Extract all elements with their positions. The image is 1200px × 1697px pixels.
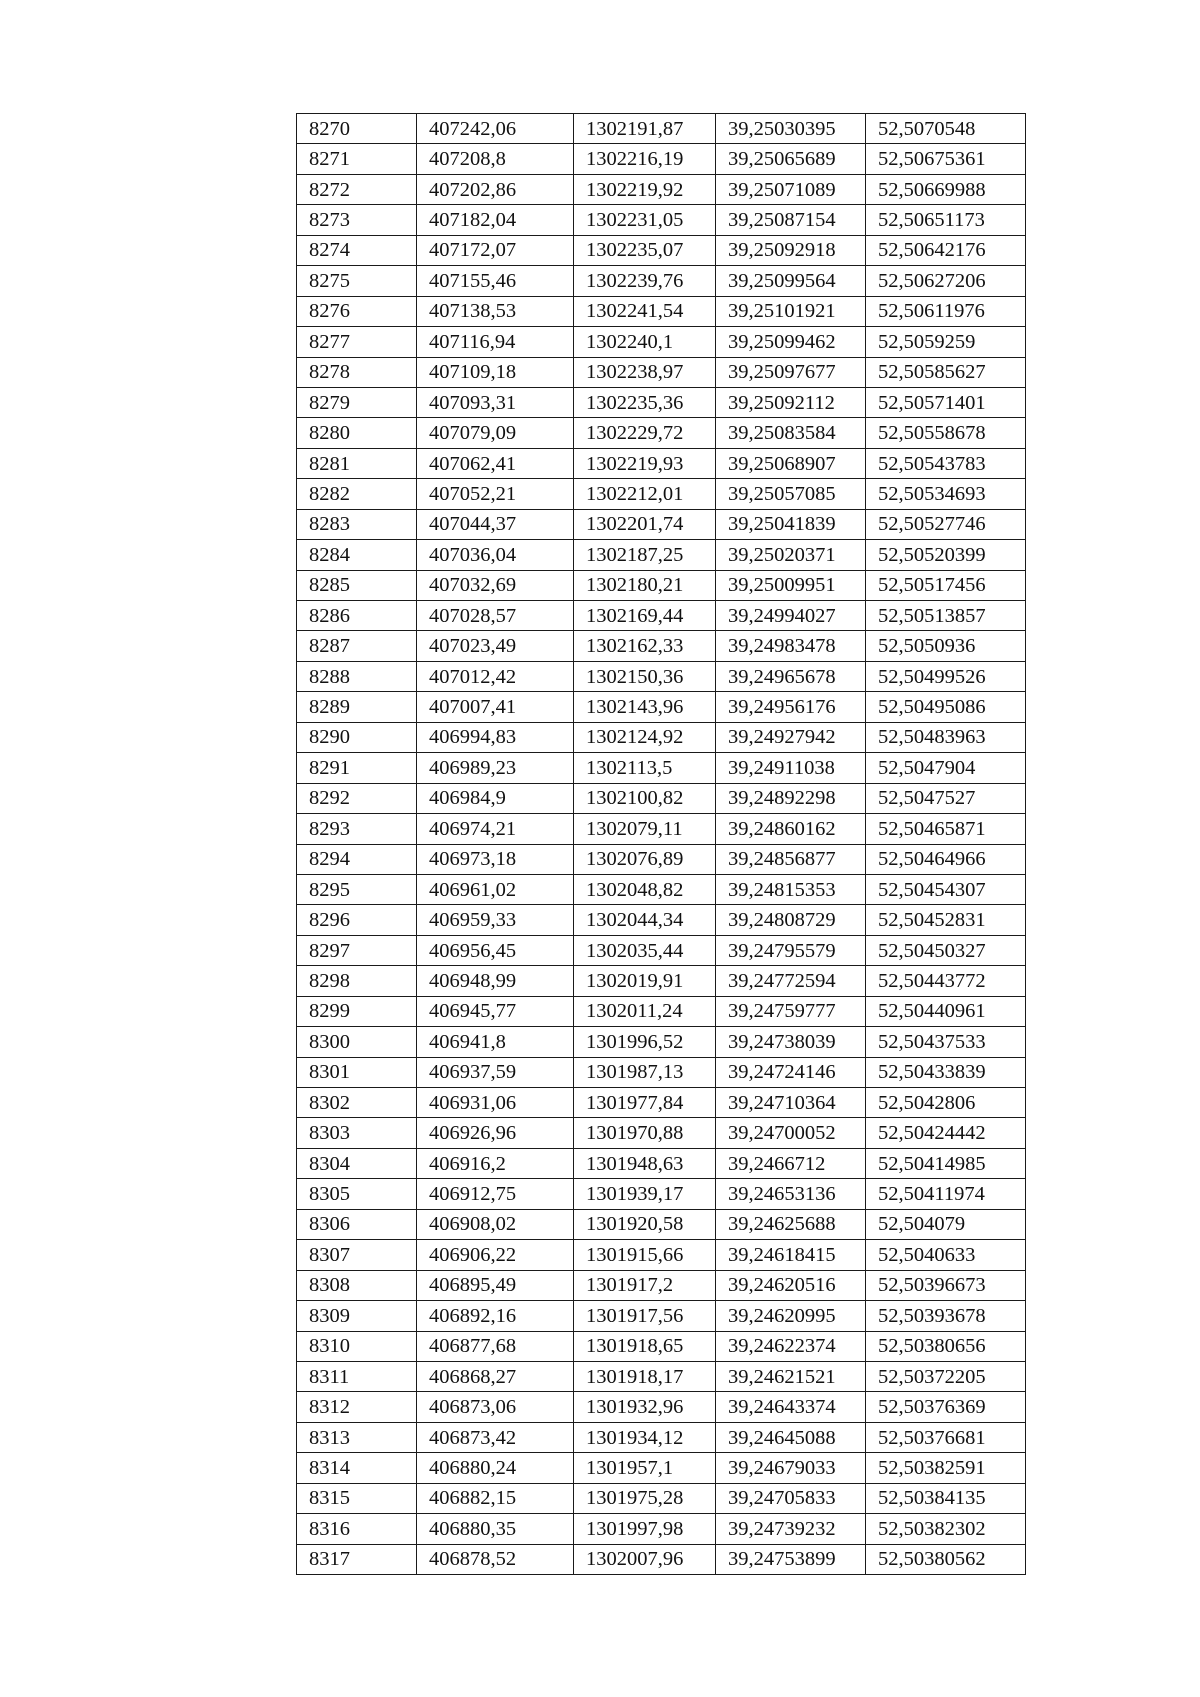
latitude-cell: 52,50396673 — [866, 1270, 1026, 1300]
longitude-cell: 39,24621521 — [716, 1361, 866, 1391]
x-coordinate-cell: 406868,27 — [417, 1361, 574, 1391]
point-number-cell: 8296 — [297, 905, 417, 935]
latitude-cell: 52,50450327 — [866, 935, 1026, 965]
x-coordinate-cell: 406956,45 — [417, 935, 574, 965]
x-coordinate-cell: 406880,24 — [417, 1453, 574, 1483]
y-coordinate-cell: 1302007,96 — [574, 1544, 716, 1574]
latitude-cell: 52,50517456 — [866, 570, 1026, 600]
x-coordinate-cell: 407155,46 — [417, 266, 574, 296]
latitude-cell: 52,50433839 — [866, 1057, 1026, 1087]
point-number-cell: 8287 — [297, 631, 417, 661]
point-number-cell: 8276 — [297, 296, 417, 326]
table-row — [297, 205, 1026, 235]
table-row — [297, 1301, 1026, 1331]
y-coordinate-cell: 1302150,36 — [574, 661, 716, 691]
latitude-cell: 52,50483963 — [866, 722, 1026, 752]
latitude-cell: 52,50414985 — [866, 1148, 1026, 1178]
x-coordinate-cell: 406973,18 — [417, 844, 574, 874]
longitude-cell: 39,24622374 — [716, 1331, 866, 1361]
point-number-cell: 8290 — [297, 722, 417, 752]
y-coordinate-cell: 1302231,05 — [574, 205, 716, 235]
longitude-cell: 39,24738039 — [716, 1027, 866, 1057]
y-coordinate-cell: 1301934,12 — [574, 1422, 716, 1452]
y-coordinate-cell: 1302235,36 — [574, 387, 716, 417]
latitude-cell: 52,50443772 — [866, 966, 1026, 996]
longitude-cell: 39,25097677 — [716, 357, 866, 387]
y-coordinate-cell: 1301957,1 — [574, 1453, 716, 1483]
table-row — [297, 448, 1026, 478]
x-coordinate-cell: 406961,02 — [417, 874, 574, 904]
y-coordinate-cell: 1301948,63 — [574, 1148, 716, 1178]
table-row — [297, 753, 1026, 783]
y-coordinate-cell: 1302239,76 — [574, 266, 716, 296]
longitude-cell: 39,25101921 — [716, 296, 866, 326]
x-coordinate-cell: 407007,41 — [417, 692, 574, 722]
y-coordinate-cell: 1301975,28 — [574, 1483, 716, 1513]
x-coordinate-cell: 406878,52 — [417, 1544, 574, 1574]
x-coordinate-cell: 407036,04 — [417, 540, 574, 570]
x-coordinate-cell: 406941,8 — [417, 1027, 574, 1057]
table-row — [297, 266, 1026, 296]
latitude-cell: 52,50627206 — [866, 266, 1026, 296]
longitude-cell: 39,24625688 — [716, 1209, 866, 1239]
y-coordinate-cell: 1302113,5 — [574, 753, 716, 783]
longitude-cell: 39,25009951 — [716, 570, 866, 600]
x-coordinate-cell: 406873,06 — [417, 1392, 574, 1422]
longitude-cell: 39,24739232 — [716, 1514, 866, 1544]
point-number-cell: 8295 — [297, 874, 417, 904]
table-row — [297, 601, 1026, 631]
table-row — [297, 935, 1026, 965]
longitude-cell: 39,24911038 — [716, 753, 866, 783]
longitude-cell: 39,25099564 — [716, 266, 866, 296]
x-coordinate-cell: 406948,99 — [417, 966, 574, 996]
latitude-cell: 52,50372205 — [866, 1361, 1026, 1391]
y-coordinate-cell: 1301987,13 — [574, 1057, 716, 1087]
x-coordinate-cell: 407062,41 — [417, 448, 574, 478]
latitude-cell: 52,50669988 — [866, 174, 1026, 204]
table-row — [297, 509, 1026, 539]
longitude-cell: 39,24705833 — [716, 1483, 866, 1513]
latitude-cell: 52,50513857 — [866, 601, 1026, 631]
table-row — [297, 235, 1026, 265]
x-coordinate-cell: 406877,68 — [417, 1331, 574, 1361]
longitude-cell: 39,24965678 — [716, 661, 866, 691]
table-row — [297, 1392, 1026, 1422]
point-number-cell: 8304 — [297, 1148, 417, 1178]
coordinates-table — [296, 113, 1026, 1575]
table-row — [297, 1240, 1026, 1270]
longitude-cell: 39,25092112 — [716, 387, 866, 417]
point-number-cell: 8275 — [297, 266, 417, 296]
y-coordinate-cell: 1302035,44 — [574, 935, 716, 965]
latitude-cell: 52,50534693 — [866, 479, 1026, 509]
point-number-cell: 8310 — [297, 1331, 417, 1361]
longitude-cell: 39,24815353 — [716, 874, 866, 904]
x-coordinate-cell: 407028,57 — [417, 601, 574, 631]
coordinates-table-body — [297, 114, 1026, 1575]
x-coordinate-cell: 406931,06 — [417, 1088, 574, 1118]
x-coordinate-cell: 407023,49 — [417, 631, 574, 661]
y-coordinate-cell: 1302229,72 — [574, 418, 716, 448]
latitude-cell: 52,50440961 — [866, 996, 1026, 1026]
point-number-cell: 8293 — [297, 814, 417, 844]
y-coordinate-cell: 1301970,88 — [574, 1118, 716, 1148]
point-number-cell: 8316 — [297, 1514, 417, 1544]
latitude-cell: 52,50384135 — [866, 1483, 1026, 1513]
point-number-cell: 8302 — [297, 1088, 417, 1118]
latitude-cell: 52,5040633 — [866, 1240, 1026, 1270]
y-coordinate-cell: 1302124,92 — [574, 722, 716, 752]
x-coordinate-cell: 406908,02 — [417, 1209, 574, 1239]
y-coordinate-cell: 1302201,74 — [574, 509, 716, 539]
table-row — [297, 783, 1026, 813]
x-coordinate-cell: 406882,15 — [417, 1483, 574, 1513]
latitude-cell: 52,50424442 — [866, 1118, 1026, 1148]
longitude-cell: 39,25030395 — [716, 114, 866, 144]
point-number-cell: 8288 — [297, 661, 417, 691]
table-row — [297, 1544, 1026, 1574]
point-number-cell: 8312 — [297, 1392, 417, 1422]
latitude-cell: 52,50382302 — [866, 1514, 1026, 1544]
point-number-cell: 8300 — [297, 1027, 417, 1057]
point-number-cell: 8291 — [297, 753, 417, 783]
table-row — [297, 1118, 1026, 1148]
table-row — [297, 1453, 1026, 1483]
x-coordinate-cell: 406880,35 — [417, 1514, 574, 1544]
point-number-cell: 8270 — [297, 114, 417, 144]
latitude-cell: 52,50571401 — [866, 387, 1026, 417]
y-coordinate-cell: 1302241,54 — [574, 296, 716, 326]
longitude-cell: 39,24860162 — [716, 814, 866, 844]
table-row — [297, 1422, 1026, 1452]
longitude-cell: 39,24618415 — [716, 1240, 866, 1270]
longitude-cell: 39,24753899 — [716, 1544, 866, 1574]
table-row — [297, 540, 1026, 570]
point-number-cell: 8273 — [297, 205, 417, 235]
y-coordinate-cell: 1302076,89 — [574, 844, 716, 874]
point-number-cell: 8308 — [297, 1270, 417, 1300]
table-row — [297, 357, 1026, 387]
table-row — [297, 479, 1026, 509]
point-number-cell: 8297 — [297, 935, 417, 965]
latitude-cell: 52,50465871 — [866, 814, 1026, 844]
latitude-cell: 52,50651173 — [866, 205, 1026, 235]
y-coordinate-cell: 1302187,25 — [574, 540, 716, 570]
longitude-cell: 39,24653136 — [716, 1179, 866, 1209]
latitude-cell: 52,5050936 — [866, 631, 1026, 661]
y-coordinate-cell: 1302191,87 — [574, 114, 716, 144]
table-row — [297, 692, 1026, 722]
point-number-cell: 8274 — [297, 235, 417, 265]
latitude-cell: 52,50558678 — [866, 418, 1026, 448]
latitude-cell: 52,50393678 — [866, 1301, 1026, 1331]
point-number-cell: 8279 — [297, 387, 417, 417]
longitude-cell: 39,24759777 — [716, 996, 866, 1026]
x-coordinate-cell: 407012,42 — [417, 661, 574, 691]
latitude-cell: 52,50495086 — [866, 692, 1026, 722]
point-number-cell: 8272 — [297, 174, 417, 204]
longitude-cell: 39,24892298 — [716, 783, 866, 813]
table-row — [297, 631, 1026, 661]
y-coordinate-cell: 1301917,2 — [574, 1270, 716, 1300]
table-row — [297, 1148, 1026, 1178]
point-number-cell: 8313 — [297, 1422, 417, 1452]
table-row — [297, 722, 1026, 752]
y-coordinate-cell: 1302219,92 — [574, 174, 716, 204]
y-coordinate-cell: 1302235,07 — [574, 235, 716, 265]
latitude-cell: 52,50411974 — [866, 1179, 1026, 1209]
point-number-cell: 8315 — [297, 1483, 417, 1513]
y-coordinate-cell: 1301917,56 — [574, 1301, 716, 1331]
y-coordinate-cell: 1301920,58 — [574, 1209, 716, 1239]
latitude-cell: 52,50585627 — [866, 357, 1026, 387]
table-row — [297, 1331, 1026, 1361]
x-coordinate-cell: 407093,31 — [417, 387, 574, 417]
latitude-cell: 52,5059259 — [866, 327, 1026, 357]
table-row — [297, 418, 1026, 448]
table-row — [297, 874, 1026, 904]
longitude-cell: 39,25041839 — [716, 509, 866, 539]
table-row — [297, 1514, 1026, 1544]
x-coordinate-cell: 406895,49 — [417, 1270, 574, 1300]
latitude-cell: 52,50543783 — [866, 448, 1026, 478]
point-number-cell: 8280 — [297, 418, 417, 448]
longitude-cell: 39,25099462 — [716, 327, 866, 357]
latitude-cell: 52,50675361 — [866, 144, 1026, 174]
point-number-cell: 8314 — [297, 1453, 417, 1483]
x-coordinate-cell: 407079,09 — [417, 418, 574, 448]
x-coordinate-cell: 406945,77 — [417, 996, 574, 1026]
x-coordinate-cell: 406912,75 — [417, 1179, 574, 1209]
point-number-cell: 8299 — [297, 996, 417, 1026]
longitude-cell: 39,24645088 — [716, 1422, 866, 1452]
y-coordinate-cell: 1302079,11 — [574, 814, 716, 844]
x-coordinate-cell: 407032,69 — [417, 570, 574, 600]
y-coordinate-cell: 1302219,93 — [574, 448, 716, 478]
latitude-cell: 52,50642176 — [866, 235, 1026, 265]
y-coordinate-cell: 1301918,17 — [574, 1361, 716, 1391]
latitude-cell: 52,50464966 — [866, 844, 1026, 874]
point-number-cell: 8271 — [297, 144, 417, 174]
y-coordinate-cell: 1302048,82 — [574, 874, 716, 904]
longitude-cell: 39,24700052 — [716, 1118, 866, 1148]
longitude-cell: 39,2466712 — [716, 1148, 866, 1178]
point-number-cell: 8284 — [297, 540, 417, 570]
x-coordinate-cell: 407116,94 — [417, 327, 574, 357]
x-coordinate-cell: 407172,07 — [417, 235, 574, 265]
table-row — [297, 1027, 1026, 1057]
longitude-cell: 39,24620516 — [716, 1270, 866, 1300]
longitude-cell: 39,25057085 — [716, 479, 866, 509]
table-row — [297, 1088, 1026, 1118]
point-number-cell: 8307 — [297, 1240, 417, 1270]
point-number-cell: 8317 — [297, 1544, 417, 1574]
point-number-cell: 8306 — [297, 1209, 417, 1239]
table-row — [297, 661, 1026, 691]
table-row — [297, 905, 1026, 935]
latitude-cell: 52,5070548 — [866, 114, 1026, 144]
y-coordinate-cell: 1301977,84 — [574, 1088, 716, 1118]
latitude-cell: 52,50520399 — [866, 540, 1026, 570]
x-coordinate-cell: 407242,06 — [417, 114, 574, 144]
y-coordinate-cell: 1302169,44 — [574, 601, 716, 631]
longitude-cell: 39,24710364 — [716, 1088, 866, 1118]
point-number-cell: 8289 — [297, 692, 417, 722]
longitude-cell: 39,25083584 — [716, 418, 866, 448]
point-number-cell: 8283 — [297, 509, 417, 539]
latitude-cell: 52,5042806 — [866, 1088, 1026, 1118]
y-coordinate-cell: 1302011,24 — [574, 996, 716, 1026]
x-coordinate-cell: 407044,37 — [417, 509, 574, 539]
longitude-cell: 39,25020371 — [716, 540, 866, 570]
point-number-cell: 8277 — [297, 327, 417, 357]
y-coordinate-cell: 1302216,19 — [574, 144, 716, 174]
table-row — [297, 327, 1026, 357]
point-number-cell: 8278 — [297, 357, 417, 387]
longitude-cell: 39,25068907 — [716, 448, 866, 478]
x-coordinate-cell: 406906,22 — [417, 1240, 574, 1270]
longitude-cell: 39,25071089 — [716, 174, 866, 204]
x-coordinate-cell: 406959,33 — [417, 905, 574, 935]
latitude-cell: 52,50380562 — [866, 1544, 1026, 1574]
x-coordinate-cell: 406937,59 — [417, 1057, 574, 1087]
y-coordinate-cell: 1302162,33 — [574, 631, 716, 661]
longitude-cell: 39,24808729 — [716, 905, 866, 935]
longitude-cell: 39,24620995 — [716, 1301, 866, 1331]
y-coordinate-cell: 1301996,52 — [574, 1027, 716, 1057]
table-row — [297, 1270, 1026, 1300]
point-number-cell: 8298 — [297, 966, 417, 996]
x-coordinate-cell: 406926,96 — [417, 1118, 574, 1148]
latitude-cell: 52,50611976 — [866, 296, 1026, 326]
x-coordinate-cell: 406916,2 — [417, 1148, 574, 1178]
table-row — [297, 996, 1026, 1026]
point-number-cell: 8282 — [297, 479, 417, 509]
x-coordinate-cell: 406892,16 — [417, 1301, 574, 1331]
longitude-cell: 39,24643374 — [716, 1392, 866, 1422]
y-coordinate-cell: 1301915,66 — [574, 1240, 716, 1270]
longitude-cell: 39,25065689 — [716, 144, 866, 174]
x-coordinate-cell: 406989,23 — [417, 753, 574, 783]
latitude-cell: 52,50454307 — [866, 874, 1026, 904]
latitude-cell: 52,50527746 — [866, 509, 1026, 539]
x-coordinate-cell: 407052,21 — [417, 479, 574, 509]
table-row — [297, 1361, 1026, 1391]
longitude-cell: 39,24956176 — [716, 692, 866, 722]
point-number-cell: 8281 — [297, 448, 417, 478]
table-row — [297, 1209, 1026, 1239]
latitude-cell: 52,50376681 — [866, 1422, 1026, 1452]
y-coordinate-cell: 1301939,17 — [574, 1179, 716, 1209]
table-row — [297, 114, 1026, 144]
table-row — [297, 174, 1026, 204]
y-coordinate-cell: 1302180,21 — [574, 570, 716, 600]
point-number-cell: 8294 — [297, 844, 417, 874]
y-coordinate-cell: 1302019,91 — [574, 966, 716, 996]
table-row — [297, 1483, 1026, 1513]
x-coordinate-cell: 406994,83 — [417, 722, 574, 752]
longitude-cell: 39,24724146 — [716, 1057, 866, 1087]
latitude-cell: 52,50499526 — [866, 661, 1026, 691]
table-row — [297, 844, 1026, 874]
y-coordinate-cell: 1301932,96 — [574, 1392, 716, 1422]
longitude-cell: 39,24795579 — [716, 935, 866, 965]
point-number-cell: 8303 — [297, 1118, 417, 1148]
point-number-cell: 8309 — [297, 1301, 417, 1331]
latitude-cell: 52,50380656 — [866, 1331, 1026, 1361]
x-coordinate-cell: 407182,04 — [417, 205, 574, 235]
y-coordinate-cell: 1302240,1 — [574, 327, 716, 357]
point-number-cell: 8311 — [297, 1361, 417, 1391]
x-coordinate-cell: 407138,53 — [417, 296, 574, 326]
latitude-cell: 52,50376369 — [866, 1392, 1026, 1422]
x-coordinate-cell: 407208,8 — [417, 144, 574, 174]
table-row — [297, 387, 1026, 417]
latitude-cell: 52,5047904 — [866, 753, 1026, 783]
y-coordinate-cell: 1302143,96 — [574, 692, 716, 722]
x-coordinate-cell: 407202,86 — [417, 174, 574, 204]
y-coordinate-cell: 1302212,01 — [574, 479, 716, 509]
point-number-cell: 8286 — [297, 601, 417, 631]
point-number-cell: 8285 — [297, 570, 417, 600]
longitude-cell: 39,25087154 — [716, 205, 866, 235]
x-coordinate-cell: 406873,42 — [417, 1422, 574, 1452]
longitude-cell: 39,24856877 — [716, 844, 866, 874]
point-number-cell: 8292 — [297, 783, 417, 813]
longitude-cell: 39,24927942 — [716, 722, 866, 752]
latitude-cell: 52,5047527 — [866, 783, 1026, 813]
point-number-cell: 8301 — [297, 1057, 417, 1087]
longitude-cell: 39,24983478 — [716, 631, 866, 661]
point-number-cell: 8305 — [297, 1179, 417, 1209]
y-coordinate-cell: 1302100,82 — [574, 783, 716, 813]
y-coordinate-cell: 1302044,34 — [574, 905, 716, 935]
table-row — [297, 570, 1026, 600]
longitude-cell: 39,24772594 — [716, 966, 866, 996]
x-coordinate-cell: 406984,9 — [417, 783, 574, 813]
table-row — [297, 1057, 1026, 1087]
table-row — [297, 144, 1026, 174]
latitude-cell: 52,50382591 — [866, 1453, 1026, 1483]
y-coordinate-cell: 1301997,98 — [574, 1514, 716, 1544]
latitude-cell: 52,504079 — [866, 1209, 1026, 1239]
table-row — [297, 1179, 1026, 1209]
longitude-cell: 39,24994027 — [716, 601, 866, 631]
x-coordinate-cell: 407109,18 — [417, 357, 574, 387]
longitude-cell: 39,25092918 — [716, 235, 866, 265]
y-coordinate-cell: 1302238,97 — [574, 357, 716, 387]
x-coordinate-cell: 406974,21 — [417, 814, 574, 844]
latitude-cell: 52,50437533 — [866, 1027, 1026, 1057]
table-row — [297, 296, 1026, 326]
table-row — [297, 966, 1026, 996]
longitude-cell: 39,24679033 — [716, 1453, 866, 1483]
latitude-cell: 52,50452831 — [866, 905, 1026, 935]
y-coordinate-cell: 1301918,65 — [574, 1331, 716, 1361]
table-row — [297, 814, 1026, 844]
